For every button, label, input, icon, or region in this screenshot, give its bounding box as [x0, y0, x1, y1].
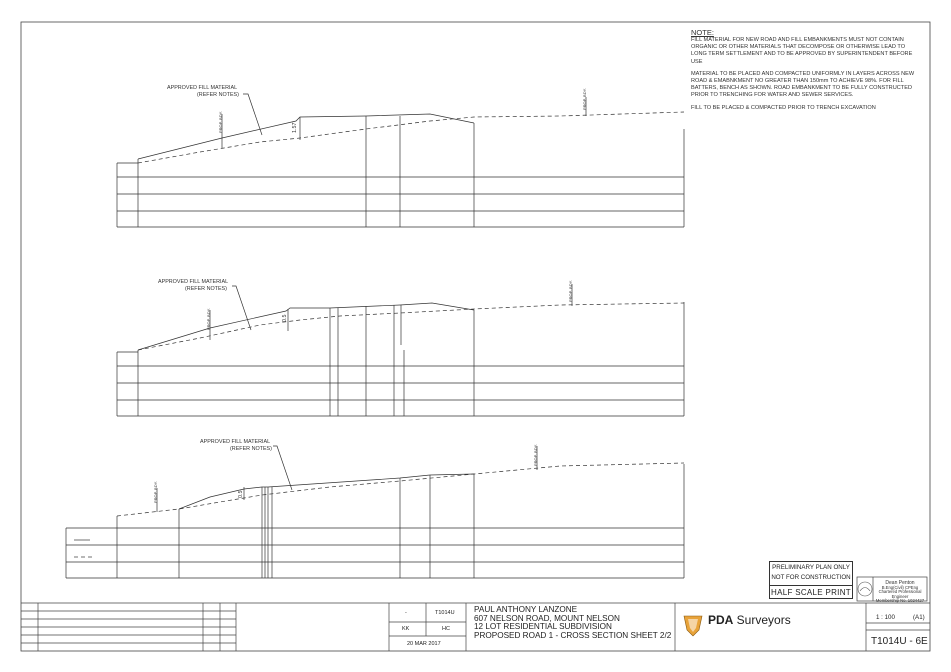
notes-heading: NOTE:: [691, 28, 714, 37]
bdy-1-left: PROP. BDY.: [218, 111, 223, 133]
company-name: [708, 613, 791, 627]
job-number: T1014U: [435, 610, 455, 616]
certifier-name: Dean Penton: [885, 580, 915, 586]
paper-size: (A1): [913, 614, 925, 621]
bdy-2-right: PROP. BDY.: [568, 280, 573, 302]
certifier-line-2: B.Eng(Civil) CPEng: [881, 584, 919, 590]
site-address: 607 NELSON ROAD, MOUNT NELSON: [474, 613, 620, 623]
stamp-half-scale: HALF SCALE PRINT: [770, 585, 852, 599]
engineer-seal-icon: [858, 582, 872, 596]
bdy-2-left: PROP. BDY.: [206, 308, 211, 330]
cross-section-3: [66, 446, 684, 578]
project-description: [474, 606, 671, 640]
dim-2: 0.5: [282, 314, 288, 322]
note-1: FILL MATERIAL FOR NEW ROAD AND FILL EMBANKMENTS MUST NOT CONTAIN ORGANIC OR OTHER MATERIALS THAT DECOMPOSE OR OTHERWISE LEAD TO LONG TERM SETTLEMENT AND TO BE APPROVED BY SUPERINTENDENT BEFORE USE: [691, 37, 913, 65]
fill-label-2b: (REFER NOTES): [185, 286, 227, 292]
company-name-bold: PDA: [708, 613, 734, 627]
checked-by: HC: [442, 626, 450, 632]
drawing-scale: 1 : 100: [876, 614, 895, 621]
stamp-line-1: PRELIMINARY PLAN ONLY: [772, 564, 850, 571]
company-name-rest: Surveyors: [733, 613, 791, 627]
certifier-line-4: Membership No. 1024427: [875, 598, 925, 604]
dim-1: 1.57: [292, 122, 298, 133]
bdy-3-right: PROP. BDY.: [533, 444, 538, 466]
client-name: PAUL ANTHONY LANZONE: [474, 605, 578, 614]
certifier-line-3: Chartered Professional Engineer: [878, 589, 922, 599]
sheet-title: PROPOSED ROAD 1 - CROSS SECTION SHEET 2/2: [474, 630, 672, 640]
issue-date: 20 MAR 2017: [407, 641, 441, 647]
fill-label-3b: (REFER NOTES): [230, 446, 272, 452]
rev-blank: -: [405, 610, 407, 616]
cross-section-1: [117, 94, 684, 227]
fill-label-3a: APPROVED FILL MATERIAL: [200, 439, 271, 445]
note-2: MATERIAL TO BE PLACED AND COMPACTED UNIFORMLY IN LAYERS ACROSS NEW ROAD & EMABNKMENT NO GREATER THAN 150mm TO ACHIEVE 98%. FOR FILL BATTERS, BENCH AS SHOWN. ROAD EMBANKMENT TO BE FULLY CONSTRUCTED PRIOR TO TRENCHING FOR WATER AND SEWER SERVICES.: [691, 70, 915, 99]
bdy-3-left: PROP. BDY.: [153, 481, 158, 503]
fill-label-1a: APPROVED FILL MATERIAL: [167, 85, 238, 91]
fill-label-1b: (REFER NOTES): [197, 92, 239, 98]
cross-section-2: [117, 284, 684, 416]
dim-3: 0.5: [238, 490, 244, 498]
drawn-by: KK: [402, 626, 410, 632]
company-logo-icon: [684, 616, 702, 636]
bdy-1-right: PROP. BDY.: [582, 88, 587, 110]
preliminary-stamp: [769, 561, 853, 599]
general-notes: [691, 28, 916, 117]
certifier-block: [874, 581, 926, 604]
project-name: 12 LOT RESIDENTIAL SUBDIVISION: [474, 622, 612, 632]
drawing-number: T1014U - 6E: [871, 636, 928, 647]
stamp-line-2: NOT FOR CONSTRUCTION: [771, 574, 851, 581]
note-3: FILL TO BE PLACED & COMPACTED PRIOR TO TRENCH EXCAVATION: [691, 104, 876, 111]
fill-label-2a: APPROVED FILL MATERIAL: [158, 279, 229, 285]
